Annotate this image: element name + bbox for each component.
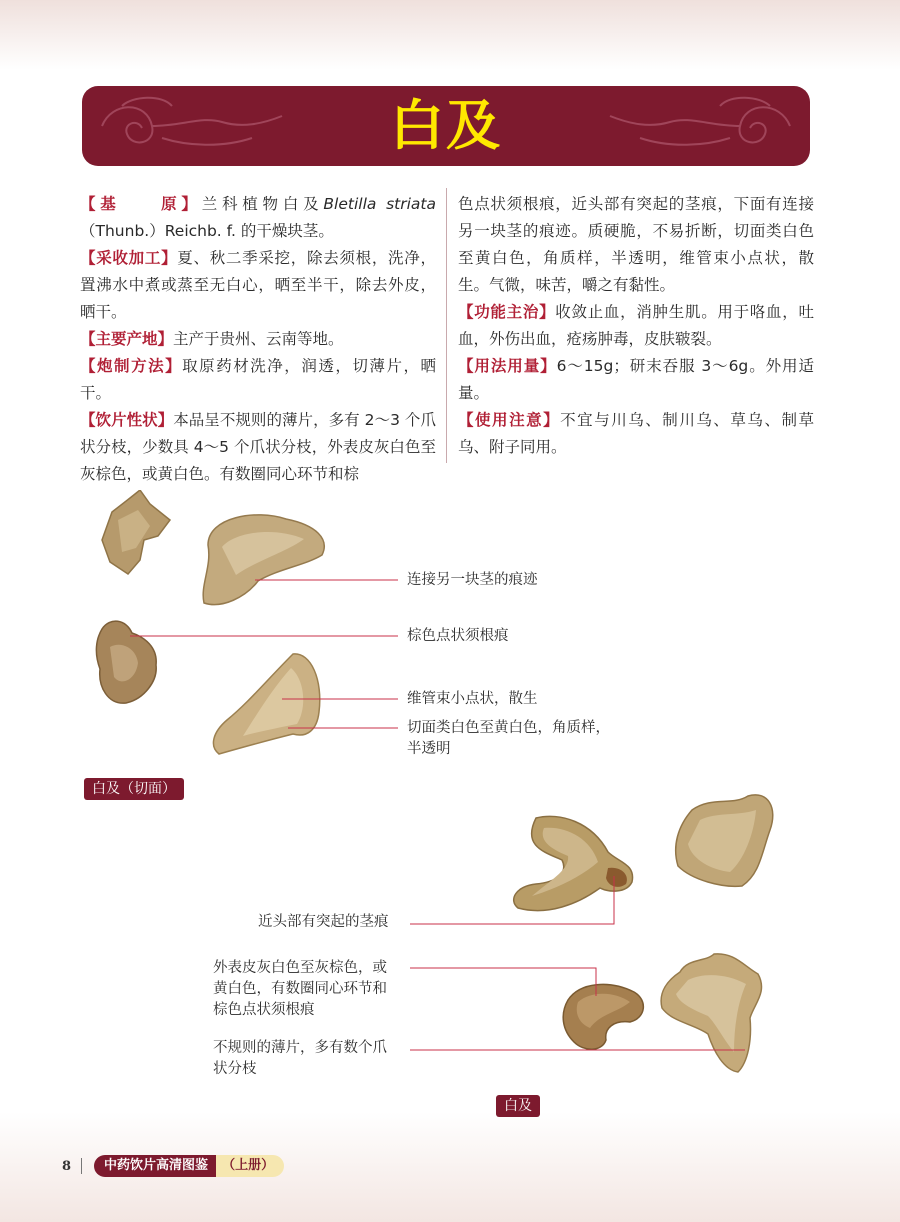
section-text: 色点状须根痕，近头部有突起的茎痕，下面有连接另一块茎的痕迹。质硬脆，不易折断，切面类白色至黄白色，角质样，半透明，维管束小点状，散生。气微，味苦，嚼之有黏性。 — [458, 195, 814, 294]
annotation-label: 切面类白色至黄白色，角质样， — [407, 720, 610, 736]
book-title: 中药饮片高清图鉴 — [94, 1155, 216, 1177]
section-text: 本品呈不规则的薄片，多有 2～3 个爪状分枝，少数具 4～5 个爪状分枝，外表皮灰白色至灰棕色，或黄白色。有数圈同心环节和棕 — [80, 411, 436, 483]
figure-caption: 白及 — [496, 1095, 540, 1117]
section-label: 【饮片性状】 — [80, 411, 174, 429]
annotation-label: 不规则的薄片，多有数个爪 — [213, 1040, 387, 1056]
section-text: 6～15g；研末吞服 3～6g。外用适量。 — [458, 357, 814, 402]
section-text: 主产于贵州、云南等地。 — [173, 330, 344, 348]
section-label: 【炮制方法】 — [80, 357, 183, 375]
volume-label: （上册） — [216, 1155, 284, 1177]
section-label: 【主要产地】 — [80, 330, 174, 348]
annotation-label: 黄白色，有数圈同心环节和 — [213, 981, 387, 997]
section-text: （Thunb.）Reichb. f. 的干燥块茎。 — [80, 222, 334, 240]
section-text: 夏、秋二季采挖，除去须根，洗净，置沸水中煮或蒸至无白心，晒至半干，除去外皮，晒干。 — [80, 249, 436, 321]
page-number: 8 — [62, 1158, 72, 1174]
section-text: 不宜与川乌、制川乌、草乌、制草乌、附子同用。 — [458, 411, 814, 456]
annotation-label: 棕色点状须根痕 — [407, 628, 509, 644]
annotation-label: 近头部有突起的茎痕 — [258, 914, 389, 930]
annotation-label: 状分枝 — [213, 1061, 257, 1077]
section-label: 【用法用量】 — [458, 357, 557, 375]
section-label: 【使用注意】 — [458, 411, 561, 429]
annotation-label: 棕色点状须根痕 — [213, 1002, 315, 1018]
page-title: 白及 — [390, 94, 502, 157]
section-text: 兰科植物白及 — [201, 195, 324, 213]
section-text: 取原药材洗净，润透，切薄片，晒干。 — [80, 357, 436, 402]
section-text: 收敛止血，消肿生肌。用于咯血，吐血，外伤出血，疮疡肿毒，皮肤皲裂。 — [458, 303, 814, 348]
section-label: 【功能主治】 — [458, 303, 556, 321]
section-label: 【基 原】 — [80, 195, 202, 213]
section-label: 【采收加工】 — [80, 249, 178, 267]
latin-name: Bletilla striata — [323, 195, 436, 213]
figure-caption: 白及（切面） — [84, 778, 184, 800]
annotation-label: 外表皮灰白色至灰棕色，或 — [213, 960, 387, 976]
page-footer — [62, 1155, 284, 1177]
annotation-label: 半透明 — [407, 741, 451, 757]
footer-divider — [81, 1158, 82, 1174]
annotation-label: 连接另一块茎的痕迹 — [407, 572, 538, 588]
annotation-label: 维管束小点状，散生 — [407, 691, 538, 707]
